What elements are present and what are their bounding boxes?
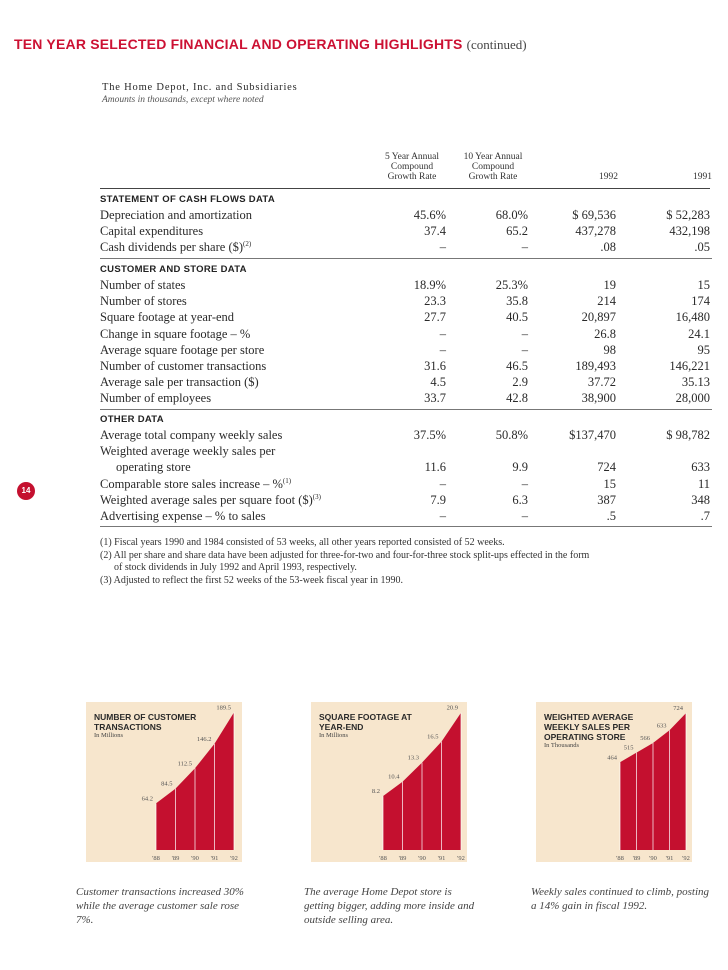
row-label — [100, 278, 185, 293]
table-row — [100, 375, 712, 391]
row-label — [100, 391, 211, 406]
value-1991: 633 — [691, 460, 710, 475]
growth-10-year: – — [521, 240, 528, 255]
section-rule — [100, 526, 712, 527]
value-1991: 348 — [691, 492, 710, 507]
col-head-10-year-line2: Compound — [471, 162, 515, 172]
units-note: Amounts in thousands, except where noted — [102, 95, 264, 105]
value-1992: .5 — [606, 509, 616, 523]
table-row — [100, 310, 712, 326]
value-1992: 37.72 — [587, 375, 616, 390]
row-label — [100, 327, 250, 342]
col-head-10-year-line3: Growth Rate — [468, 172, 518, 182]
growth-10-year: – — [521, 509, 528, 523]
value-1991: 11 — [697, 476, 710, 491]
chart-weekly-sales — [536, 702, 692, 862]
x-tick-label: '88 — [152, 855, 160, 862]
x-tick-label: '88 — [616, 855, 624, 862]
table-row — [100, 493, 712, 509]
row-label-text: Comparable store sales increase – % — [100, 476, 283, 491]
value-1992: 20,897 — [581, 310, 616, 325]
row-label-text: Average sale per transaction ($) — [100, 375, 259, 390]
value-1992: 15 — [603, 476, 616, 491]
footnote-3: (3) Adjusted to reflect the first 52 weeks of the 53-week fiscal year in 1990. — [100, 574, 403, 586]
col-head-5-year-line3: Growth Rate — [387, 172, 437, 182]
value-1992: 26.8 — [594, 326, 616, 341]
x-tick-label: '89 — [171, 855, 180, 862]
value-1991: 174 — [691, 294, 710, 309]
growth-5-year: – — [439, 476, 446, 491]
value-1991: 35.13 — [681, 375, 710, 390]
x-tick-label: '92 — [457, 855, 465, 862]
section-title: CUSTOMER AND STORE DATA — [100, 264, 247, 275]
row-label-text: Average square footage per store — [100, 342, 265, 357]
page-title-continued: (continued) — [466, 37, 527, 52]
growth-10-year: 2.9 — [512, 375, 528, 390]
col-head-5-year — [372, 152, 452, 182]
section-rule — [100, 258, 712, 259]
chart-square-footage — [311, 702, 467, 862]
growth-5-year: 23.3 — [424, 294, 446, 309]
row-label-text: Number of customer transactions — [100, 359, 267, 373]
data-label: 112.5 — [177, 760, 192, 768]
growth-5-year: – — [439, 509, 446, 523]
value-1991: 16,480 — [675, 310, 710, 325]
growth-5-year: 31.6 — [424, 359, 446, 373]
chart-caption-1: The average Home Depot store is getting bigger, adding more inside and outside selling area. — [304, 886, 475, 926]
value-1992: .08 — [600, 240, 616, 255]
footnote-ref: (3) — [312, 492, 321, 501]
data-label: 464 — [607, 754, 617, 762]
value-1992: 387 — [597, 492, 616, 507]
row-label — [100, 224, 203, 239]
row-label-text: Weighted average sales per square foot ($) — [100, 492, 313, 507]
x-tick-label: '89 — [632, 855, 641, 862]
table-row — [100, 428, 712, 444]
page-title-main: TEN YEAR SELECTED FINANCIAL AND OPERATING HIGHLIGHTS — [14, 36, 463, 52]
value-1991: $ 52,283 — [666, 208, 710, 222]
x-tick-label: '92 — [682, 855, 690, 862]
data-label: 16.5 — [427, 733, 439, 741]
table-row — [100, 208, 712, 224]
row-label-text: Change in square footage – % — [100, 326, 251, 341]
growth-10-year: 25.3% — [495, 278, 528, 292]
page-title — [14, 36, 527, 53]
value-1991: 146,221 — [669, 359, 710, 373]
row-label — [116, 460, 191, 475]
table-row — [100, 294, 712, 310]
footnote-ref: (2) — [243, 240, 252, 249]
chart-title: WEIGHTED AVERAGE WEEKLY SALES PER OPERATING STORE — [544, 712, 634, 742]
header-rule — [100, 188, 710, 189]
table-row — [100, 278, 712, 294]
footnotes — [100, 537, 690, 587]
chart-customer-transactions — [86, 702, 242, 862]
row-label-text: Average total company weekly sales — [100, 428, 283, 442]
value-1992: 214 — [597, 294, 616, 309]
table-row — [100, 240, 712, 256]
growth-10-year: 65.2 — [506, 224, 528, 239]
value-1991: 15 — [697, 278, 710, 292]
data-label: 724 — [673, 705, 683, 713]
table-row — [100, 224, 712, 240]
value-1992: 724 — [597, 460, 616, 475]
growth-5-year: 11.6 — [424, 460, 446, 475]
growth-5-year: 27.7 — [424, 310, 446, 325]
chart-caption-0: Customer transactions increased 30% while the average customer sale rose 7%. — [76, 886, 244, 926]
x-tick-label: '90 — [191, 855, 199, 862]
col-head-5-year-line1: 5 Year Annual — [384, 152, 440, 162]
value-1991: .05 — [694, 240, 710, 255]
table-row — [100, 460, 712, 476]
value-1991: 28,000 — [675, 391, 710, 406]
company-name: The Home Depot, Inc. and Subsidiaries — [102, 82, 298, 93]
value-1991: 95 — [697, 342, 710, 357]
row-label-text: Weighted average weekly sales per — [100, 444, 276, 459]
data-label: 84.5 — [161, 780, 173, 788]
data-label: 566 — [640, 735, 650, 743]
row-label — [100, 294, 187, 309]
data-label: 8.2 — [371, 788, 380, 796]
x-tick-label: '90 — [649, 855, 657, 862]
growth-10-year: – — [521, 342, 528, 357]
value-1992: $137,470 — [569, 428, 616, 442]
row-label — [100, 509, 266, 524]
row-label — [100, 359, 266, 374]
row-label — [100, 428, 282, 443]
row-label-text: Advertising expense – % to sales — [100, 509, 266, 523]
chart-caption-2: Weekly sales continued to climb, posting a 14% gain in fiscal 1992. — [531, 886, 710, 912]
row-label-text: Depreciation and amortization — [100, 208, 253, 222]
page-number: 14 — [17, 482, 35, 500]
value-1992: 98 — [603, 342, 616, 357]
chart-subtitle: In Millions — [319, 732, 349, 739]
data-label: 20.9 — [446, 704, 458, 712]
footnote-2: (2) All per share and share data have been adjusted for three-for-two and four-for-three stock split-ups effected in the form — [100, 549, 590, 561]
value-1992: 189,493 — [575, 359, 616, 373]
data-label: 13.3 — [407, 754, 419, 762]
value-1992: 19 — [603, 278, 616, 292]
growth-5-year: 45.6% — [413, 208, 446, 222]
value-1991: 24.1 — [688, 326, 710, 341]
growth-10-year: 6.3 — [512, 492, 528, 507]
footnote-1: (1) Fiscal years 1990 and 1984 consisted of 53 weeks, all other years reported consisted of 52 weeks. — [100, 537, 505, 548]
col-head-1991: 1991 — [693, 172, 712, 182]
table-row — [100, 444, 712, 460]
footnote-ref: (1) — [282, 476, 292, 485]
col-head-5-year-line2: Compound — [390, 162, 434, 172]
row-label — [100, 208, 252, 223]
table-row — [100, 343, 712, 359]
growth-10-year: 9.9 — [512, 460, 528, 475]
row-label — [100, 477, 291, 492]
growth-5-year: 7.9 — [430, 492, 446, 507]
growth-5-year: – — [439, 240, 446, 255]
x-tick-label: '88 — [379, 855, 387, 862]
row-label-text: Square footage at year-end — [100, 310, 235, 325]
row-label — [100, 493, 321, 508]
data-label: 10.4 — [388, 773, 400, 781]
col-head-1992: 1992 — [599, 172, 618, 182]
chart-subtitle: In Millions — [94, 732, 124, 739]
x-tick-label: '91 — [437, 855, 446, 862]
growth-5-year: 4.5 — [430, 375, 446, 390]
row-label — [100, 240, 251, 255]
x-tick-label: '89 — [398, 855, 407, 862]
data-label: 146.2 — [196, 735, 212, 743]
growth-10-year: 46.5 — [506, 359, 528, 373]
row-label-text: Number of employees — [100, 391, 212, 406]
data-label: 189.5 — [216, 704, 231, 712]
growth-10-year: 68.0% — [495, 208, 528, 222]
growth-10-year: 50.8% — [495, 428, 528, 442]
growth-10-year: 40.5 — [506, 310, 528, 325]
growth-10-year: 42.8 — [506, 391, 528, 406]
growth-5-year: – — [439, 342, 446, 357]
row-label — [100, 343, 264, 358]
section-title: STATEMENT OF CASH FLOWS DATA — [100, 194, 275, 205]
value-1991: 432,198 — [669, 224, 710, 239]
value-1992: 437,278 — [575, 224, 616, 239]
table-row — [100, 509, 712, 525]
x-tick-label: '92 — [230, 855, 238, 862]
value-1991: .7 — [700, 509, 710, 523]
growth-10-year: 35.8 — [506, 294, 528, 309]
row-label-text: operating store — [116, 460, 191, 475]
chart-subtitle: In Thousands — [544, 742, 580, 749]
growth-5-year: 37.5% — [413, 428, 446, 442]
x-tick-label: '90 — [418, 855, 426, 862]
x-tick-label: '91 — [665, 855, 674, 862]
table-row — [100, 359, 712, 375]
table-row — [100, 327, 712, 343]
growth-5-year: 33.7 — [424, 391, 446, 406]
growth-5-year: 18.9% — [413, 278, 446, 292]
chart-title: SQUARE FOOTAGE AT YEAR-END — [319, 712, 412, 732]
growth-5-year: – — [439, 326, 446, 341]
data-label: 633 — [656, 722, 667, 730]
row-label-text: Number of stores — [100, 294, 187, 309]
footnote-2-cont: of stock dividends in July 1992 and April 1993, respectively. — [114, 562, 357, 573]
value-1992: $ 69,536 — [572, 208, 616, 222]
row-label-text: Cash dividends per share ($) — [100, 240, 244, 255]
row-label — [100, 444, 275, 459]
growth-10-year: – — [521, 476, 528, 491]
col-head-10-year — [452, 152, 534, 182]
row-label — [100, 375, 259, 390]
chart-title: NUMBER OF CUSTOMER TRANSACTIONS — [94, 712, 197, 732]
col-head-10-year-line1: 10 Year Annual — [463, 152, 523, 162]
table-row — [100, 477, 712, 493]
value-1991: $ 98,782 — [666, 428, 710, 442]
value-1992: 38,900 — [581, 391, 616, 406]
x-tick-label: '91 — [210, 855, 219, 862]
growth-5-year: 37.4 — [424, 224, 446, 239]
row-label-text: Capital expenditures — [100, 224, 204, 239]
section-title: OTHER DATA — [100, 414, 164, 425]
data-label: 515 — [623, 744, 634, 752]
table-row — [100, 391, 712, 407]
row-label-text: Number of states — [100, 278, 186, 292]
data-label: 64.2 — [141, 795, 153, 803]
section-rule — [100, 409, 712, 410]
growth-10-year: – — [521, 326, 528, 341]
row-label — [100, 310, 234, 325]
